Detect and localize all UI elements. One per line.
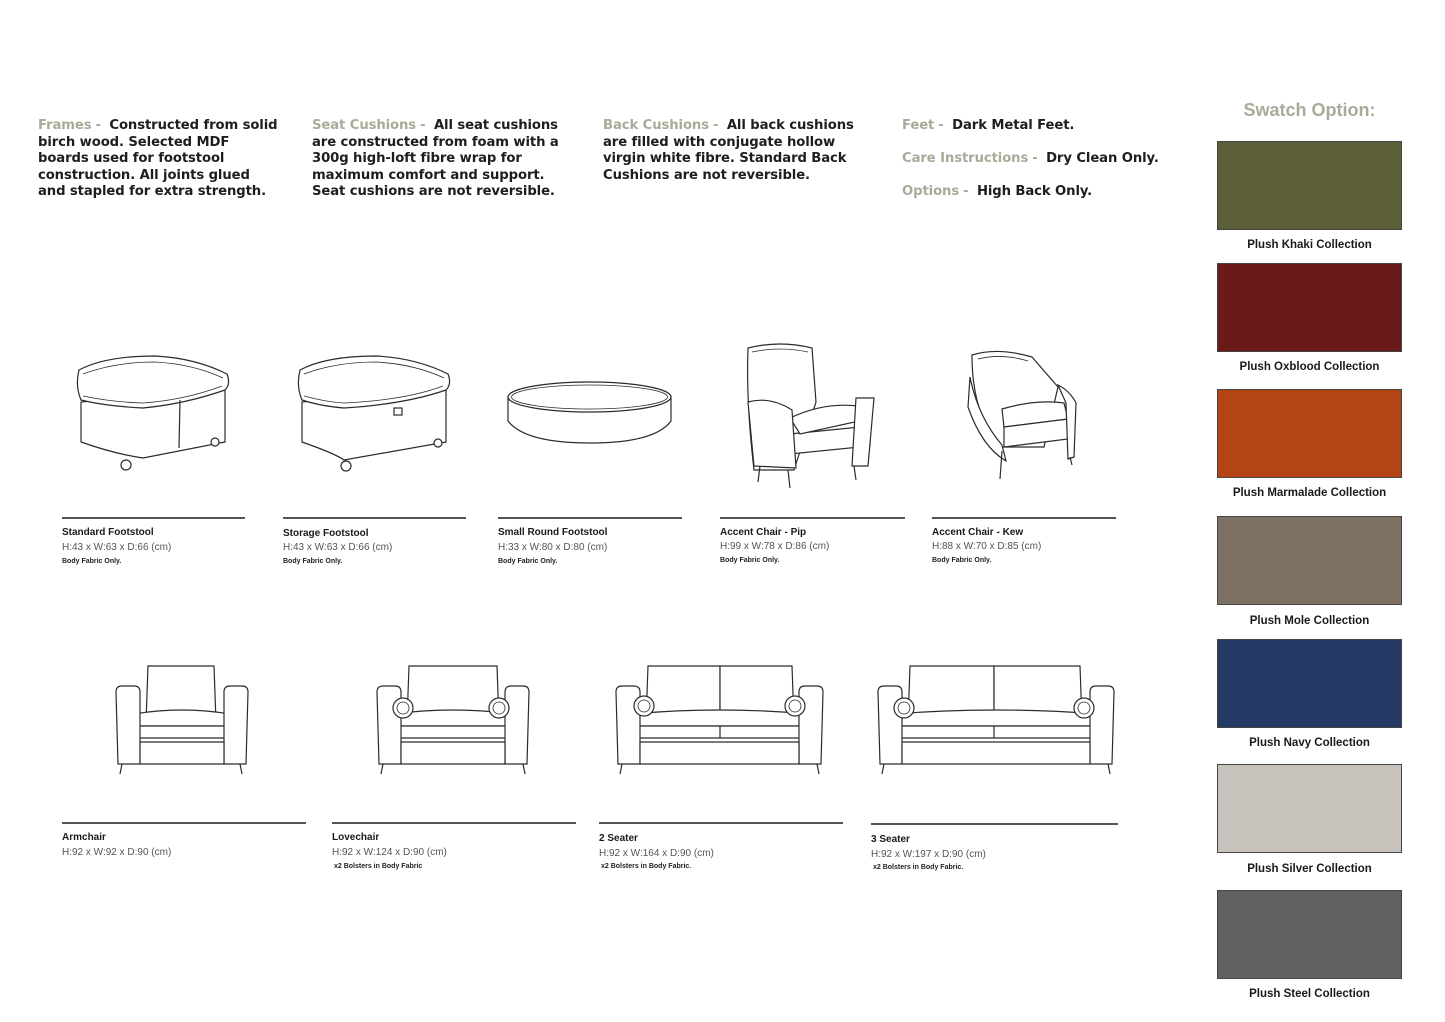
product-note: Body Fabric Only. [720, 557, 780, 564]
spec-seat-cushions-label: Seat Cushions [312, 118, 417, 133]
product-rule [498, 517, 682, 519]
spec-options-label: Options [902, 184, 960, 200]
product-title: Storage Footstool [283, 528, 369, 539]
swatch-label: Plush Mole Collection [1249, 615, 1370, 627]
spec-separator: - [712, 118, 719, 133]
product-note: x2 Bolsters in Body Fabric. [873, 864, 964, 871]
swatch-option-title: Swatch Option: [1243, 100, 1376, 120]
product-title: Lovechair [332, 832, 380, 843]
product-rule [332, 822, 576, 824]
lovechair-image [373, 662, 533, 777]
spec-back-cushions-text: All back cushions are filled with conjugate hollow virgin white fibre. Standard Back Cushions are not reversible. [603, 118, 854, 183]
product-dimensions: H:43 x W:63 x D:66 (cm) [283, 542, 393, 553]
storage-footstool-image [296, 350, 456, 475]
product-note: x2 Bolsters in Body Fabric. [601, 863, 692, 870]
spec-back-cushions-label: Back Cushions [603, 118, 709, 133]
spec-separator: - [963, 184, 969, 200]
spec-options-text: High Back Only. [976, 184, 1093, 200]
product-note: Body Fabric Only. [498, 558, 558, 565]
small-round-footstool-image [505, 375, 675, 450]
product-rule [283, 517, 466, 519]
three-seater-image [874, 662, 1119, 777]
spec-separator: - [938, 118, 944, 133]
product-title: Armchair [62, 832, 106, 843]
spec-frames-text: Constructed from solid birch wood. Selected MDF boards used for footstool construction. All joints glued and stapled for extra strength. [38, 118, 278, 200]
armchair-image [112, 662, 252, 777]
swatch-label: Plush Khaki Collection [1247, 239, 1372, 251]
swatch-mole[interactable] [1217, 516, 1402, 605]
spec-options [902, 184, 1172, 201]
spec-feet [902, 118, 1172, 135]
spec-misc [902, 118, 1172, 201]
standard-footstool-image [75, 350, 235, 475]
spec-separator: - [1032, 151, 1038, 167]
product-dimensions: H:88 x W:70 x D:85 (cm) [932, 541, 1042, 552]
accent-chair-kew-image [962, 347, 1087, 487]
product-title: 3 Seater [871, 834, 910, 845]
product-title: Accent Chair - Pip [720, 527, 807, 538]
swatch-label: Plush Silver Collection [1247, 863, 1372, 875]
product-dimensions: H:99 x W:78 x D:86 (cm) [720, 541, 830, 552]
spec-seat-cushions-text: All seat cushions are constructed from foam with a 300g high-loft fibre wrap for maximum comfort and support. Seat cushions are not reversible. [312, 118, 559, 200]
swatch-khaki[interactable] [1217, 141, 1402, 230]
swatch-navy[interactable] [1217, 639, 1402, 728]
product-dimensions: H:33 x W:80 x D:80 (cm) [498, 542, 608, 553]
product-rule [932, 517, 1116, 519]
swatch-label: Plush Marmalade Collection [1232, 487, 1387, 499]
product-title: 2 Seater [599, 833, 638, 844]
product-note: x2 Bolsters in Body Fabric [334, 863, 423, 870]
swatch-silver[interactable] [1217, 764, 1402, 853]
swatch-label: Plush Navy Collection [1249, 737, 1370, 749]
product-dimensions: H:43 x W:63 x D:66 (cm) [62, 542, 172, 553]
product-note: Body Fabric Only. [932, 557, 992, 564]
swatch-oxblood[interactable] [1217, 263, 1402, 352]
spec-separator: - [420, 118, 426, 133]
spec-feet-label: Feet [902, 118, 935, 133]
product-title: Accent Chair - Kew [932, 527, 1024, 538]
swatch-steel[interactable] [1217, 890, 1402, 979]
product-note: Body Fabric Only. [283, 558, 343, 565]
spec-frames [38, 118, 278, 201]
swatch-marmalade[interactable] [1217, 389, 1402, 478]
product-title: Standard Footstool [62, 527, 154, 538]
product-note: Body Fabric Only. [62, 558, 122, 565]
product-rule [62, 517, 245, 519]
product-rule [871, 823, 1118, 825]
spec-seat-cushions [312, 118, 564, 201]
product-rule [720, 517, 905, 519]
spec-feet-text: Dark Metal Feet. [952, 118, 1075, 133]
swatch-label: Plush Steel Collection [1249, 988, 1370, 1000]
swatch-label: Plush Oxblood Collection [1239, 361, 1380, 373]
spec-back-cushions [603, 118, 861, 184]
spec-care-label: Care Instructions [902, 151, 1029, 167]
product-dimensions: H:92 x W:164 x D:90 (cm) [599, 848, 714, 859]
product-dimensions: H:92 x W:124 x D:90 (cm) [332, 847, 447, 858]
product-title: Small Round Footstool [498, 527, 608, 538]
product-dimensions: H:92 x W:197 x D:90 (cm) [871, 849, 986, 860]
product-rule [599, 822, 843, 824]
spec-care-text: Dry Clean Only. [1046, 151, 1159, 167]
product-dimensions: H:92 x W:92 x D:90 (cm) [62, 847, 172, 858]
spec-frames-label: Frames [38, 118, 92, 133]
two-seater-image [612, 662, 827, 777]
accent-chair-pip-image [740, 342, 880, 490]
spec-separator: - [95, 118, 101, 133]
product-rule [62, 822, 306, 824]
spec-care [902, 151, 1172, 168]
